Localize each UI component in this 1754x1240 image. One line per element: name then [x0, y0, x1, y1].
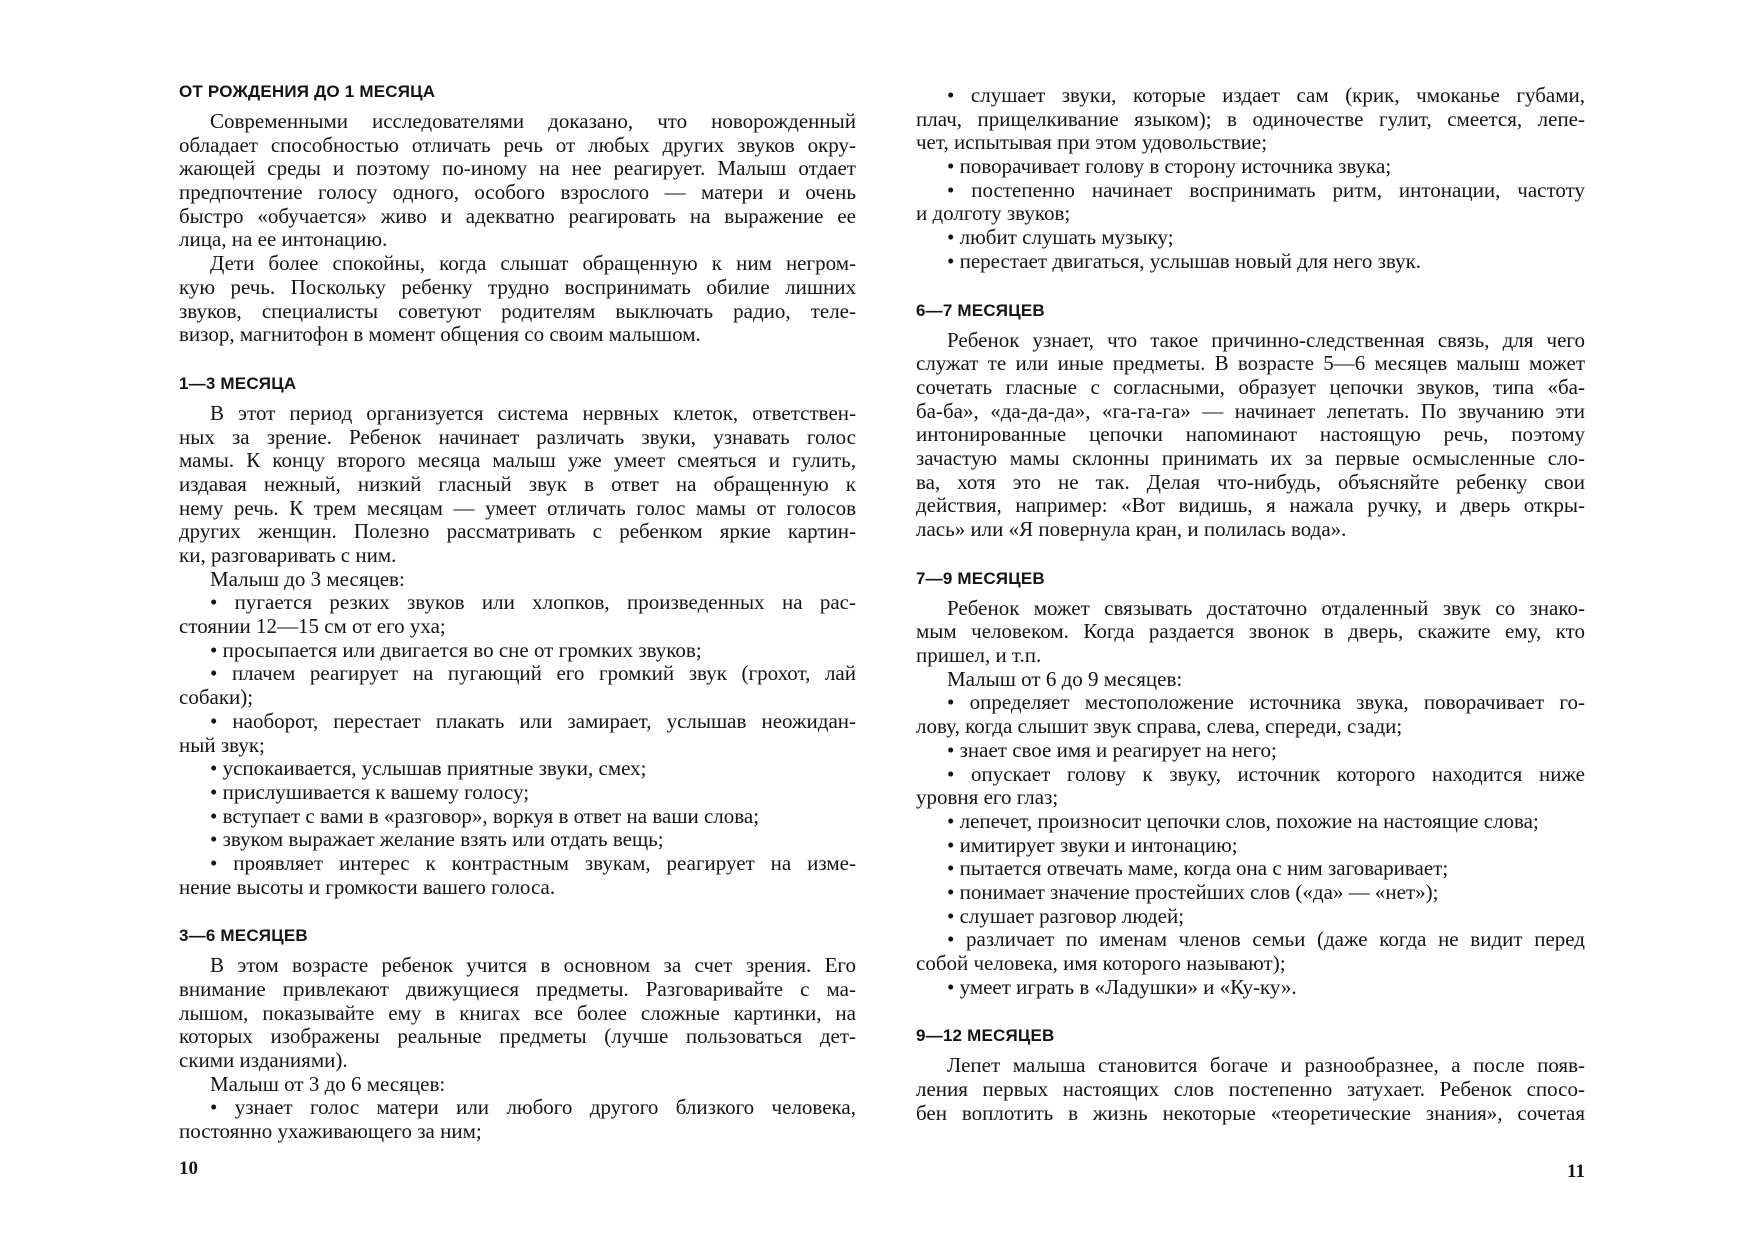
text-line: Малыш от 6 до 9 месяцев:: [947, 666, 1183, 691]
paragraph: [179, 568, 856, 592]
text-line: и долготу звуков;: [916, 201, 1071, 226]
bullet-item: [916, 834, 1585, 858]
page-number-left: 10: [179, 1158, 198, 1179]
bullet-item: [916, 739, 1585, 763]
text-line: собой человека, имя которого называют);: [916, 951, 1286, 975]
bullet-item: [916, 810, 1585, 834]
bullet-item: [916, 179, 1585, 226]
text-line: ба-ба», «да-да-да», «га-га-га» — начинает лепетать. По звучанию эти: [916, 398, 1585, 423]
bullet-item: [916, 905, 1585, 929]
text-line: • перестает двигаться, услышав новый для него звук.: [947, 248, 1422, 273]
text-line: чет, испытывая при этом удовольствие;: [916, 130, 1268, 155]
text-line: • определяет местоположение источника звука, поворачивает го-: [947, 690, 1585, 715]
text-line: Современными исследователями доказано, что новорожденный: [210, 109, 856, 133]
text-line: визор, магнитофон в момент общения со своим малышом.: [179, 322, 701, 347]
text-line: ления первых настоящих слов постепенно затухает. Ребенок спосо-: [916, 1077, 1585, 1102]
text-line: В этот период организуется система нервных клеток, ответствен-: [210, 400, 856, 425]
text-line: • проявляет интерес к контрастным звукам, реагирует на изме-: [210, 850, 856, 875]
page-number-right: 11: [1567, 1161, 1585, 1182]
paragraph: [179, 402, 856, 568]
text-line: обладает способностью отличать речь от любых других звуков окру-: [179, 132, 856, 157]
bullet-item: [916, 928, 1585, 975]
bullet-item: [916, 155, 1585, 179]
text-line: стоянии 12—15 см от его уха;: [179, 614, 446, 639]
text-line: ных за зрение. Ребенок начинает различать звуки, узнавать голос: [179, 424, 856, 449]
text-line: • опускает голову к звуку, источник которого находится ниже: [947, 761, 1585, 786]
text-line: предпочтение голосу одного, особого взрослого — матери и очень: [179, 180, 856, 205]
text-line: • наоборот, перестает плакать или замирает, услышав неожидан-: [210, 708, 856, 733]
text-line: кую речь. Поскольку ребенку трудно воспринимать обилие лишних: [179, 274, 856, 299]
text-line: внимание привлекают движущиеся предметы. Разговаривайте с ма-: [179, 977, 856, 1001]
text-line: В этом возрасте ребенок учится в основном за счет зрения. Его: [210, 953, 856, 978]
text-line: • пугается резких звуков или хлопков, произведенных на рас-: [210, 590, 856, 615]
text-line: • различает по именам членов семьи (даже когда не видит перед: [947, 927, 1585, 952]
bullet-item: [179, 710, 856, 757]
bullet-item: [916, 226, 1585, 250]
text-line: лышом, показывайте ему в книгах все более сложные картинки, на: [179, 1000, 856, 1025]
bullet-item: [916, 250, 1585, 274]
bullet-item: [179, 591, 856, 638]
text-line: • поворачивает голову в сторону источника звука;: [947, 154, 1392, 179]
text-line: Дети более спокойны, когда слышат обращенную к ним негром-: [210, 251, 856, 276]
text-line: мым человеком. Когда раздается звонок в дверь, скажите ему, кто: [916, 619, 1585, 644]
text-line: лась» или «Я повернула кран, и полилась вода».: [916, 517, 1347, 541]
text-line: нему речь. К трем месяцам — умеет отличать голос мамы от голосов: [179, 495, 856, 520]
text-line: • прислушивается к вашему голосу;: [210, 779, 530, 804]
left-page-text-column: [179, 77, 856, 1144]
text-line: Малыш от 3 до 6 месяцев:: [210, 1071, 446, 1096]
paragraph: [179, 1073, 856, 1097]
text-line: • пытается отвечать маме, когда она с ним заговаривает;: [947, 856, 1449, 881]
text-line: • вступает с вами в «разговор», воркуя в ответ на ваши слова;: [210, 803, 760, 828]
text-line: служат те или иные предметы. В возрасте 5—6 месяцев малыш может: [916, 351, 1585, 376]
text-line: • постепенно начинает воспринимать ритм, интонации, частоту: [947, 177, 1585, 202]
text-line: ный звук;: [179, 732, 265, 757]
paragraph: [916, 597, 1585, 668]
text-line: сочетать гласные с согласными, образует цепочки звуков, типа «ба-: [916, 374, 1585, 399]
bullet-item: [179, 852, 856, 899]
text-line: плач, прищелкивание языком); в одиночестве гулит, смеется, лепе-: [916, 106, 1585, 131]
text-line: скими изданиями).: [179, 1048, 348, 1073]
bullet-item: [179, 805, 856, 829]
paragraph: [179, 110, 856, 252]
text-line: • узнает голос матери или любого другого близкого человека,: [210, 1095, 856, 1120]
section-heading: 9—12 МЕСЯЦЕВ: [916, 1026, 1055, 1046]
text-line: ва, хотя это не так. Делая что-нибудь, объясняйте ребенку свои: [916, 469, 1585, 494]
text-line: жающей среды и поэтому по-иному на нее реагирует. Малыш отдает: [179, 156, 856, 181]
text-line: бен воплотить в жизнь некоторые «теоретические знания», сочетая: [916, 1100, 1585, 1125]
section-heading: 1—3 МЕСЯЦА: [179, 373, 297, 393]
text-line: Лепет малыша становится богаче и разнообразнее, а после появ-: [947, 1053, 1585, 1078]
text-line: лову, когда слышит звук справа, слева, спереди, сзади;: [916, 714, 1403, 739]
bullet-item: [916, 84, 1585, 155]
bullet-item: [179, 662, 856, 709]
paragraph: [916, 1054, 1585, 1125]
text-line: • лепечет, произносит цепочки слов, похожие на настоящие слова;: [947, 808, 1539, 833]
text-line: • плачем реагирует на пугающий его громкий звук (грохот, лай: [210, 661, 856, 686]
text-line: ки, разговаривать с ним.: [179, 543, 397, 567]
text-line: • слушает звуки, которые издает сам (крик, чмоканье губами,: [947, 83, 1585, 107]
bullet-item: [179, 639, 856, 663]
section-heading: ОТ РОЖДЕНИЯ ДО 1 МЕСЯЦА: [179, 82, 436, 101]
paragraph: [179, 252, 856, 347]
right-page-text-column: [916, 84, 1585, 1125]
bullet-item: [916, 881, 1585, 905]
text-line: быстро «обучается» живо и адекватно реагировать на выражение ее: [179, 203, 856, 228]
paragraph: [179, 954, 856, 1072]
text-line: издавая нежный, низкий гласный звук в ответ на обращенную к: [179, 471, 856, 496]
text-line: • звуком выражает желание взять или отдать вещь;: [210, 827, 664, 852]
text-line: звуков, специалисты советуют родителям выключать радио, теле-: [179, 298, 856, 323]
text-line: интонированные цепочки напоминают настоящую речь, поэтому: [916, 422, 1585, 447]
bullet-item: [179, 1096, 856, 1143]
text-line: уровня его глаз;: [916, 785, 1059, 810]
text-line: • понимает значение простейших слов («да» — «нет»);: [947, 879, 1439, 904]
section-heading: 3—6 МЕСЯЦЕВ: [179, 926, 308, 946]
text-line: • слушает разговор людей;: [947, 903, 1185, 928]
text-line: Малыш до 3 месяцев:: [210, 566, 405, 591]
bullet-item: [916, 976, 1585, 1000]
text-line: пришел, и т.п.: [916, 643, 1042, 668]
section-heading: 7—9 МЕСЯЦЕВ: [916, 568, 1045, 588]
text-line: зачастую мамы склонны принимать их за первые осмысленные сло-: [916, 445, 1585, 470]
bullet-item: [916, 691, 1585, 738]
bullet-item: [179, 781, 856, 805]
text-line: Ребенок узнает, что такое причинно-следственная связь, для чего: [947, 327, 1585, 352]
text-line: постоянно ухаживающего за ним;: [179, 1119, 482, 1144]
text-line: нение высоты и громкости вашего голоса.: [179, 874, 556, 899]
paragraph: [916, 668, 1585, 692]
paragraph: [916, 329, 1585, 542]
text-line: которых изображены реальные предметы (лучше пользоваться дет-: [179, 1024, 856, 1049]
text-line: • любит слушать музыку;: [947, 225, 1174, 250]
bullet-item: [179, 828, 856, 852]
text-line: лица, на ее интонацию.: [179, 227, 388, 252]
bullet-item: [916, 857, 1585, 881]
text-line: • имитирует звуки и интонацию;: [947, 832, 1238, 857]
bullet-item: [179, 757, 856, 781]
text-line: • просыпается или двигается во сне от громких звуков;: [210, 637, 702, 662]
text-line: действия, например: «Вот видишь, я нажала ручку, и дверь откры-: [916, 493, 1585, 518]
text-line: других женщин. Полезно рассматривать с ребенком яркие картин-: [179, 519, 856, 544]
text-line: Ребенок может связывать достаточно отдаленный звук со знако-: [947, 595, 1585, 620]
text-line: собаки);: [179, 685, 254, 710]
text-line: мамы. К концу второго месяца малыш уже умеет смеяться и гулить,: [179, 448, 856, 473]
section-heading: 6—7 МЕСЯЦЕВ: [916, 300, 1045, 320]
bullet-item: [916, 763, 1585, 810]
text-line: • знает свое имя и реагирует на него;: [947, 737, 1277, 762]
text-line: • успокаивается, услышав приятные звуки, смех;: [210, 756, 647, 781]
text-line: • умеет играть в «Ладушки» и «Ку-ку».: [947, 974, 1297, 999]
